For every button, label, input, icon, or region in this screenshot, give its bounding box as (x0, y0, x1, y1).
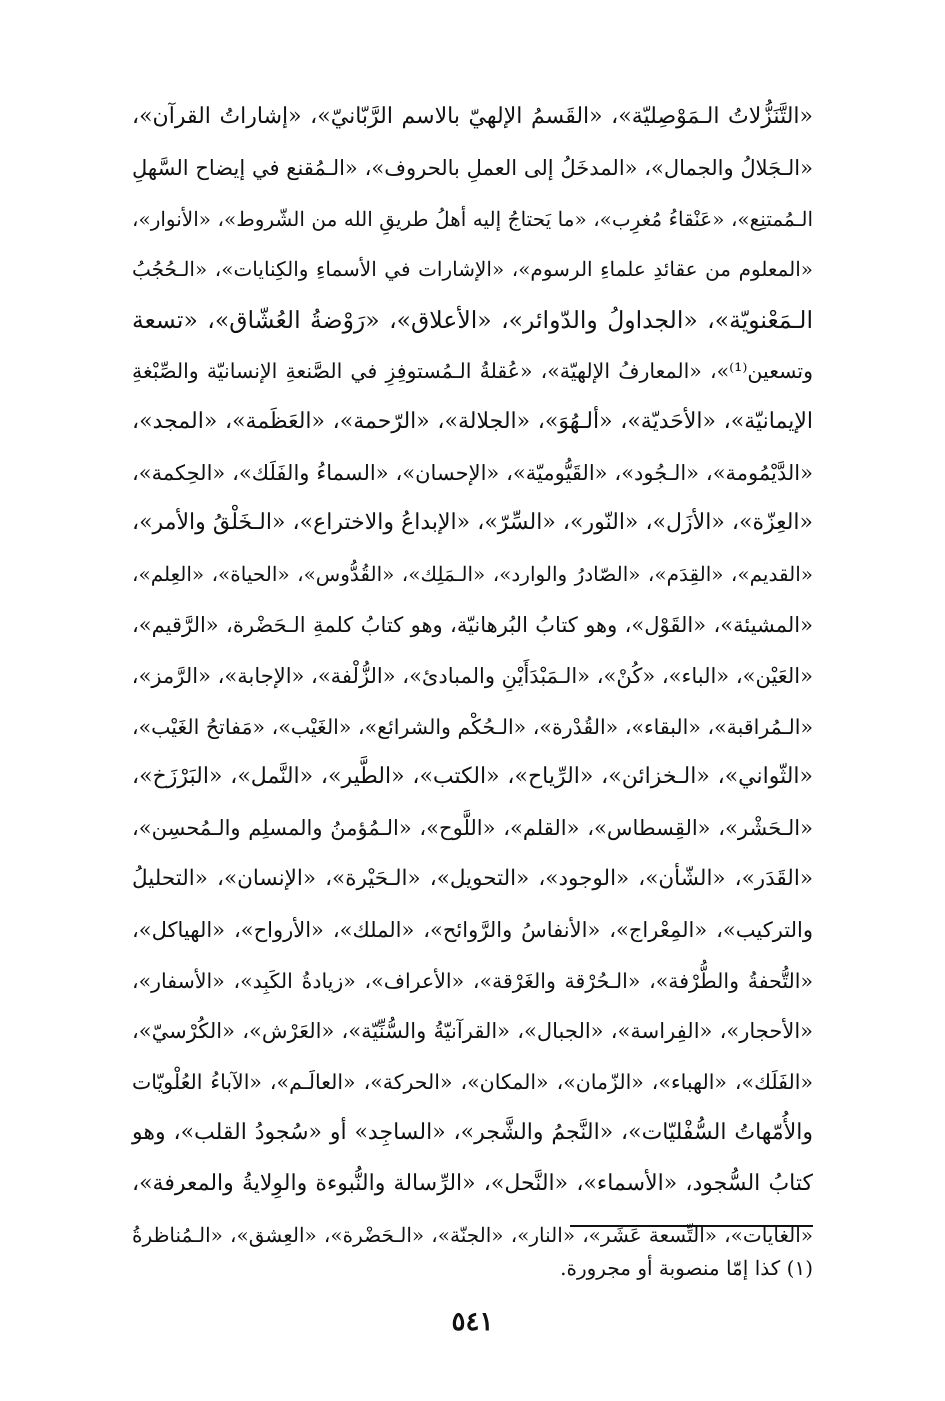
text-line: «العَيْن»، «الباء»، «كُنْ»، «الـمَبْدَأَيْنِ والمبادئ»، «الزُّلْفة»، «الإجابة»، «الرَّمز»، (131, 663, 813, 688)
text-line: «التُّحفةُ والطُّرْفة»، «الـحُرْقة والغَرْقة»، «الأعراف»، «زيادةُ الكَبِد»، «الأسفار»، (132, 968, 813, 993)
text-line: والتركيب»، «المِعْراج»، «الأنفاسُ والرَّوائح»، «الملك»، «الأرواح»، «الهياكل»، (132, 917, 813, 942)
text-line: كتابُ السُّجود، «الأسماء»، «النَّحل»، «الرِّسالة والنُّبوءة والوِلايةُ والمعرفة»، (132, 1170, 813, 1196)
text-line: «الغايات»، «التِّسعة عَشَر»، «النار»، «الجنّة»، «الـحَضْرة»، «العِشق»، «الـمُناظرةُ (132, 1222, 813, 1247)
text-line: الـمَعْنويّة»، «الجداولُ والدّوائر»، «الأعلاق»، «رَوْضةُ العُشّاق»، «تسعة (132, 306, 813, 335)
text-line: الـمُمتنِع»، «عَنْقاءُ مُغرِب»، «ما يَحتاجُ إليه أهلُ طريقِ الله من الشّروط»، «الأنوار»، (132, 206, 813, 231)
text-line: «الـجَلالُ والجمال»، «المدخَلُ إلى العملِ بالحروف»، «الـمُقنع في إيضاح السَّهلِ (132, 155, 813, 180)
text-line: «الثّواني»، «الـخزائن»، «الرِّياح»، «الكتب»، «الطَّير»، «النَّمل»، «البَرْزَخ»، (132, 764, 813, 790)
text-line: والأُمّهاتُ السُّفْليّات»، «النَّجمُ والشَّجر»، «الساجِد» أو «سُجودُ القلب»، وهو (132, 1119, 813, 1145)
text-line: «القَدَر»، «الشّأن»، «الوجود»، «التحويل»، «الـحَيْرة»، «الإنسان»، «التحليلُ (132, 865, 813, 891)
text-line: «الأحجار»، «الفِراسة»، «الجبال»، «القرآنيّةُ والسُّنِّيّة»، «العَرْش»، «الكُرْسيّ»، (132, 1019, 813, 1044)
main-text-block (132, 92, 813, 1260)
text-line: الإيمانيّة»، «الأحَديّة»، «ألـهُوَ»، «الجلالة»، «الرّحمة»، «العَظَمة»، «المجد»، (132, 408, 813, 434)
text-line: «الدَّيْمُومة»، «الـجُود»، «القَيُّوميّة»، «الإحسان»، «السماءُ والفَلَك»، «الحِكمة»، (132, 460, 813, 485)
text-line: «العِزّة»، «الأزَل»، «النّور»، «السِّرّ»، «الإبداعُ والاختراع»، «الـخَلْقُ والأمر»، (132, 510, 813, 536)
footnote: (١) كذا إمّا منصوبة أو مجرورة. (560, 1256, 813, 1280)
page-number: ٥٤١ (451, 1307, 494, 1337)
text-line: «الـحَشْر»، «القِسطاس»، «القلم»، «اللَّوح»، «الـمُؤمنُ والمسلِم والـمُحسِن»، (132, 816, 813, 841)
text-line: «المشيئة»، «القَوْل»، وهو كتابُ البُرهانيّة، وهو كتابُ كلمةِ الـحَضْرة، «الرَّقيم»، (132, 612, 813, 637)
text-line: «الفَلَك»، «الهباء»، «الزّمان»، «المكان»، «الحركة»، «العالَـم»، «الآباءُ العُلْويّات (132, 1070, 813, 1095)
text-line: «المعلوم من عقائدِ علماءِ الرسوم»، «الإشارات في الأسماءِ والكِنايات»، «الـحُجُبُ (132, 257, 813, 282)
footnote-divider (570, 1225, 813, 1227)
text-line: وتسعين⁽¹⁾»، «المعارفُ الإلهيّة»، «عُقلةُ الـمُستوفِزِ في الصَّنعةِ الإنسانيّة والصِّبْغةِ (132, 358, 813, 383)
text-line: «القديم»، «القِدَم»، «الصّادرُ والوارد»، «الـمَلِك»، «القُدُّوس»، «الحياة»، «العِلم»، (132, 562, 813, 587)
text-line: «التَّنَزُّلاتُ الـمَوْصِليّة»، «القَسمُ الإلهيّ بالاسم الرَّبّانيّ»، «إشاراتُ القرآن»، (132, 104, 813, 129)
text-line: «الـمُراقبة»، «البقاء»، «القُدْرة»، «الـحُكْم والشرائع»، «الغَيْب»، «مَفاتحُ الغَيْب»، (132, 714, 813, 739)
